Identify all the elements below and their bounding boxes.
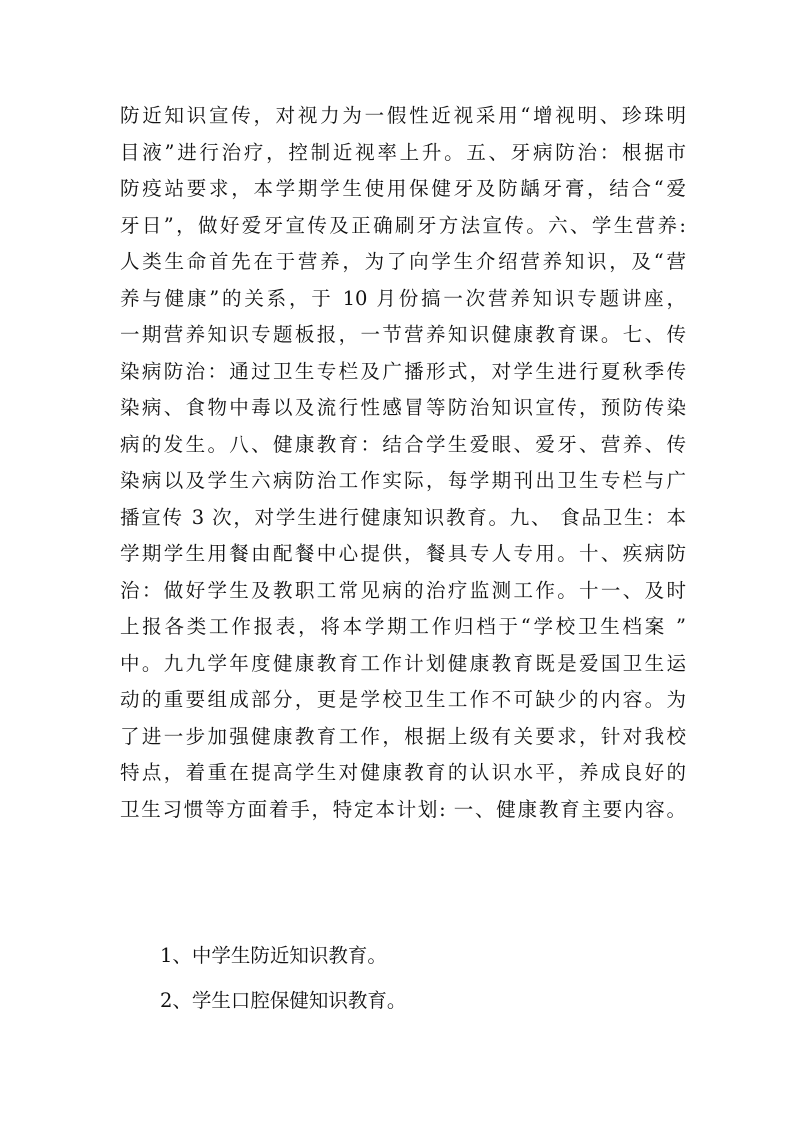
body-line: 人类生命首先在于营养，为了向学生介绍营养知识，及“营 [120, 250, 686, 273]
body-line: 动的重要组成部分，更是学校卫生工作不可缺少的内容。为 [120, 688, 686, 711]
body-line: 养与健康”的关系，于 10 月份搞一次营养知识专题讲座， [120, 286, 686, 310]
body-line: 染病防治：通过卫生专栏及广播形式，对学生进行夏秋季传 [120, 359, 686, 383]
body-line: 中。九九学年度健康教育工作计划健康教育既是爱国卫生运 [120, 651, 686, 675]
body-line: 染病、食物中毒以及流行性感冒等防治知识宣传，预防传染 [120, 396, 686, 419]
body-line: 上报各类工作报表，将本学期工作归档于“学校卫生档案 ” [120, 615, 686, 638]
body-line: 牙日”，做好爱牙宣传及正确刷牙方法宣传。六、学生营养: [120, 213, 686, 237]
body-text [120, 98, 686, 828]
body-line: 防近知识宣传，对视力为一假性近视采用“增视明、珍珠明 [120, 104, 686, 127]
body-line: 了进一步加强健康教育工作，根据上级有关要求，针对我校 [120, 724, 686, 748]
body-line: 治：做好学生及教职工常见病的治疗监测工作。十一、及时 [120, 578, 686, 602]
body-line: 防疫站要求，本学期学生使用保健牙及防龋牙膏，结合“爱 [120, 177, 686, 200]
body-line: 染病以及学生六病防治工作实际，每学期刊出卫生专栏与广 [120, 469, 686, 492]
body-line: 特点，着重在提高学生对健康教育的认识水平，养成良好的 [120, 761, 686, 784]
body-line: 病的发生。八、健康教育：结合学生爱眼、爱牙、营养、传 [120, 432, 686, 456]
body-line: 目液”进行治疗，控制近视率上升。五、牙病防治：根据市 [120, 140, 686, 164]
list-item-2: 2、学生口腔保健知识教育。 [160, 989, 407, 1012]
body-line: 卫生习惯等方面着手，特定本计划: 一、健康教育主要内容。 [120, 797, 686, 821]
list-item-1: 1、中学生防近知识教育。 [160, 944, 387, 967]
body-line: 一期营养知识专题板报，一节营养知识健康教育课。七、传 [120, 323, 686, 346]
body-line: 学期学生用餐由配餐中心提供，餐具专人专用。十、疾病防 [120, 542, 686, 565]
body-line: 播宣传 3 次，对学生进行健康知识教育。九、 食品卫生：本 [120, 505, 686, 529]
